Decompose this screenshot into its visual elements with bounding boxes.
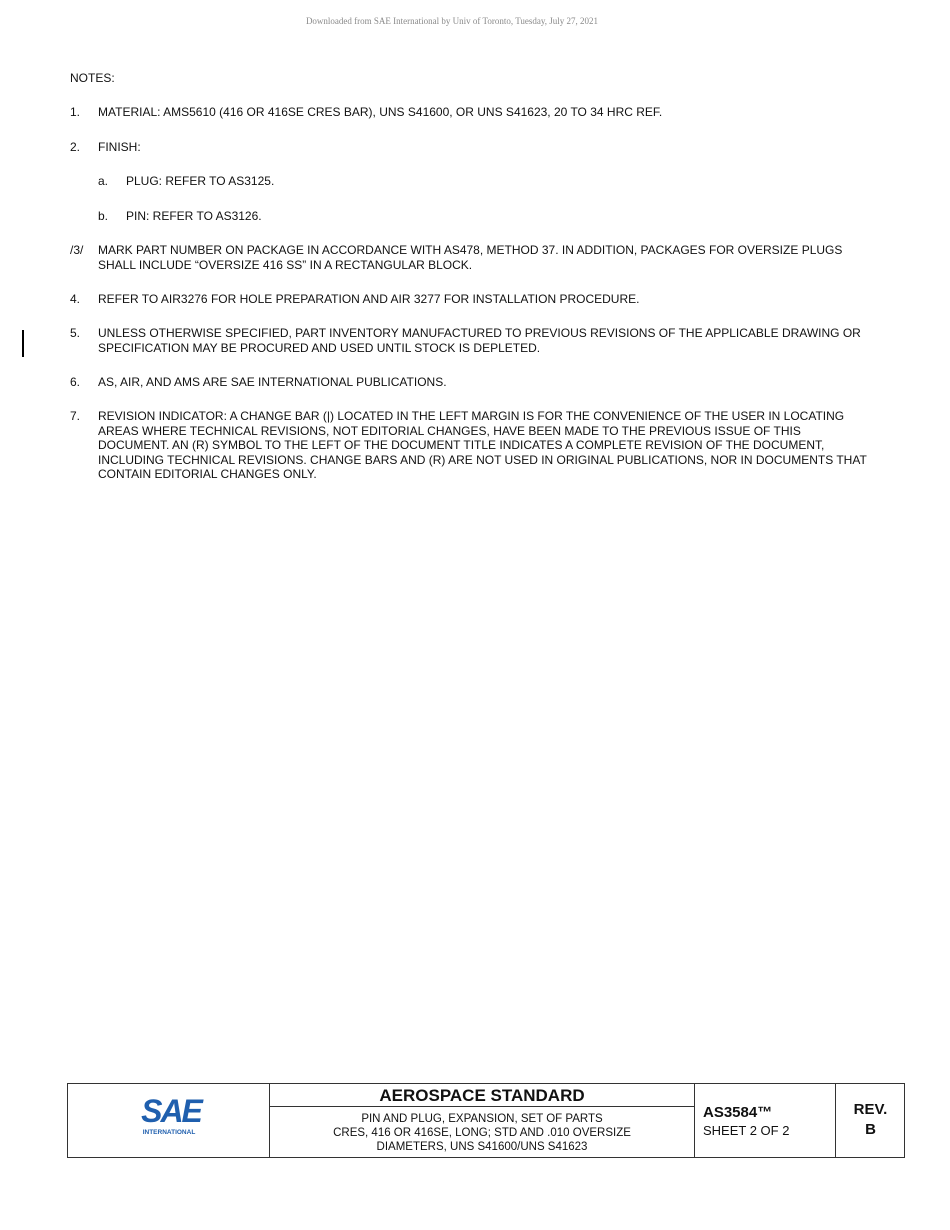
note-number: /3/	[70, 243, 84, 257]
note-7	[70, 409, 870, 482]
note-number: 2.	[70, 140, 81, 154]
logo-subtext: INTERNATIONAL	[142, 1129, 196, 1136]
note-2a	[98, 174, 858, 189]
note-number: 6.	[70, 375, 81, 389]
download-watermark: Downloaded from SAE International by Univ of Toronto, Tuesday, July 27, 2021	[305, 16, 599, 26]
subnote-letter: a.	[98, 174, 109, 188]
note-text: REVISION INDICATOR: A CHANGE BAR (|) LOCATED IN THE LEFT MARGIN IS FOR THE CONVENIENCE OF THE USER IN LOCATING AREAS WHERE TECHNICAL REVISIONS, NOT EDITORIAL CHANGES, HAVE BEEN MADE TO THE PREVIOUS ISSUE OF THIS DOCUMENT. AN (R) SYMBOL TO THE LEFT OF THE DOCUMENT TITLE INDICATES A COMPLETE REVISION OF THE DOCUMENT, INCLUDING TECHNICAL REVISIONS. CHANGE BARS AND (R) ARE NOT USED IN ORIGINAL PUBLICATIONS, NOR IN DOCUMENTS THAT CONTAIN EDITORIAL CHANGES ONLY.	[98, 409, 867, 481]
sheet-number: SHEET 2 OF 2	[703, 1123, 790, 1138]
description-line: CRES, 416 OR 416SE, LONG; STD AND .010 OVERSIZE	[333, 1127, 631, 1139]
note-number: 1.	[70, 105, 81, 119]
note-text: UNLESS OTHERWISE SPECIFIED, PART INVENTORY MANUFACTURED TO PREVIOUS REVISIONS OF THE APPLICABLE DRAWING OR SPECIFICATION MAY BE PROCURED AND USED UNTIL STOCK IS DEPLETED.	[98, 326, 861, 355]
note-number: 7.	[70, 409, 81, 423]
revision-cell	[836, 1084, 905, 1157]
note-number: 4.	[70, 292, 81, 306]
sae-logo	[136, 1094, 206, 1140]
note-text: AS, AIR, AND AMS ARE SAE INTERNATIONAL PUBLICATIONS.	[98, 375, 447, 389]
subnote-text: PLUG: REFER TO AS3125.	[126, 174, 275, 188]
note-text: MATERIAL: AMS5610 (416 OR 416SE CRES BAR), UNS S41600, OR UNS S41623, 20 TO 34 HRC REF.	[98, 105, 663, 119]
note-text: MARK PART NUMBER ON PACKAGE IN ACCORDANCE WITH AS478, METHOD 37. IN ADDITION, PACKAGES FOR OVERSIZE PLUGS SHALL INCLUDE “OVERSIZE 416 SS” IN A RECTANGULAR BLOCK.	[98, 243, 843, 272]
note-2	[70, 140, 870, 155]
notes-title: NOTES:	[70, 71, 115, 85]
subnote-letter: b.	[98, 209, 109, 223]
note-4	[70, 292, 870, 307]
standard-heading: AEROSPACE STANDARD	[270, 1084, 694, 1107]
revision-label: REV.	[853, 1101, 888, 1118]
part-description	[270, 1107, 694, 1154]
note-text: FINISH:	[98, 140, 141, 154]
title-cell	[270, 1084, 695, 1157]
description-line: DIAMETERS, UNS S41600/UNS S41623	[376, 1141, 588, 1153]
logo-wordmark: SAE	[141, 1094, 201, 1129]
revision-value: B	[865, 1121, 876, 1138]
note-1	[70, 105, 870, 120]
note-number: 5.	[70, 326, 81, 340]
document-number-cell	[695, 1084, 836, 1157]
note-5	[70, 326, 870, 355]
description-line: PIN AND PLUG, EXPANSION, SET OF PARTS	[361, 1113, 603, 1125]
note-3	[70, 243, 870, 272]
note-text: REFER TO AIR3276 FOR HOLE PREPARATION AND AIR 3277 FOR INSTALLATION PROCEDURE.	[98, 292, 640, 306]
title-block	[67, 1083, 905, 1158]
subnote-text: PIN: REFER TO AS3126.	[126, 209, 262, 223]
logo-cell	[68, 1084, 270, 1157]
note-6	[70, 375, 870, 390]
document-number: AS3584™	[703, 1104, 773, 1121]
change-bar	[22, 330, 24, 357]
note-2b	[98, 209, 858, 224]
